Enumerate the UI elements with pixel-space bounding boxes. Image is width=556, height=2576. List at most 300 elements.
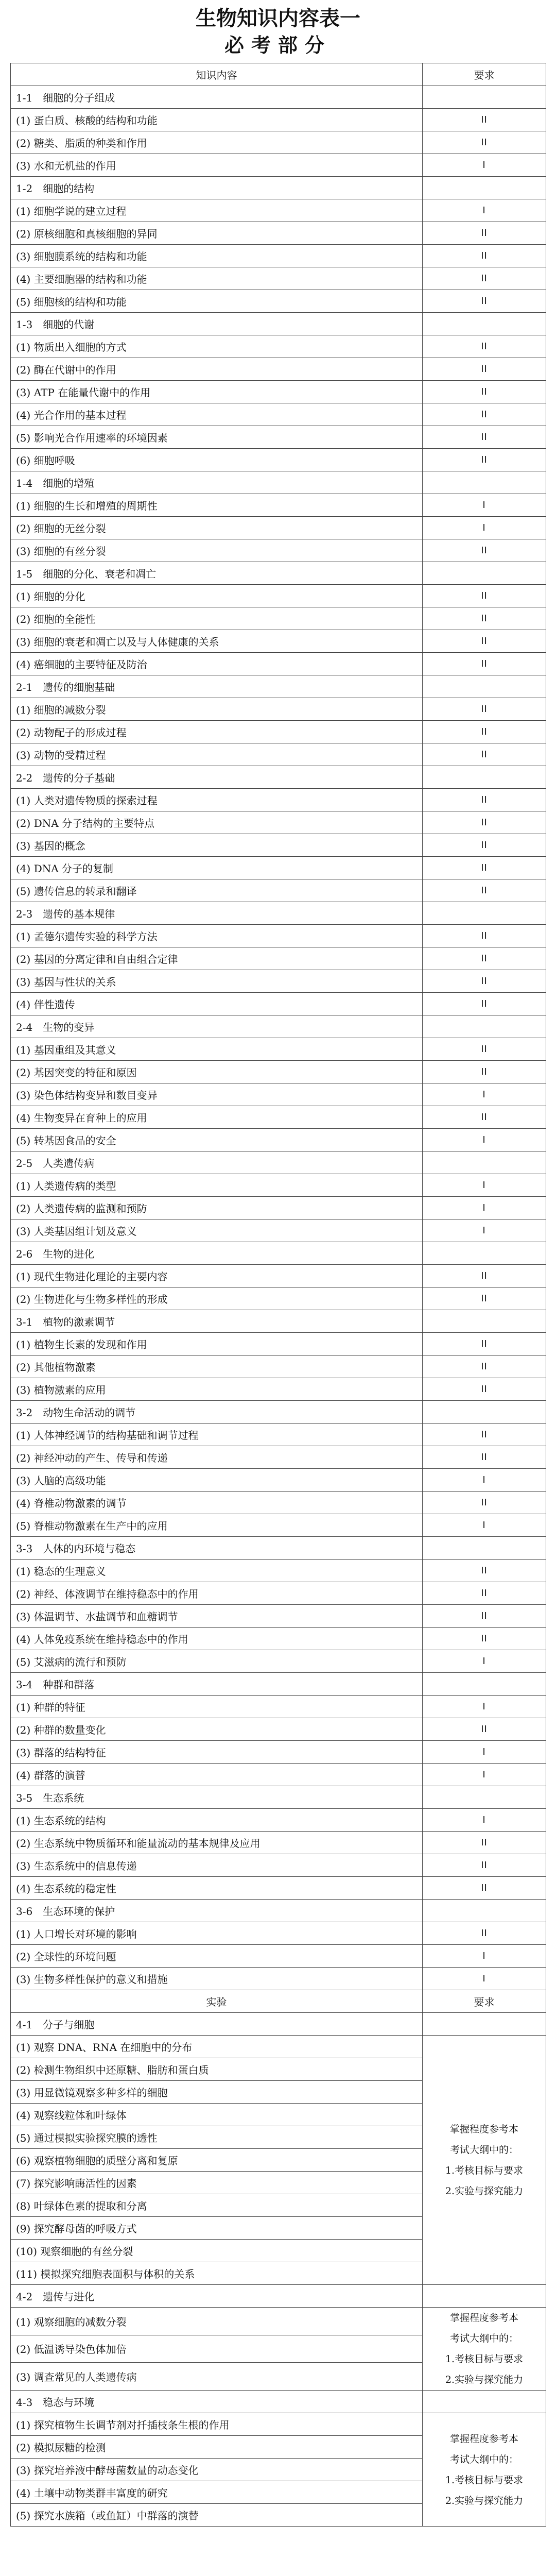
item-level: II <box>423 743 546 766</box>
table-row <box>11 1741 546 1764</box>
item-text: (2) 全球性的环境问题 <box>11 1945 423 1968</box>
requirement-line: 1.考核目标与要求 <box>445 2164 524 2176</box>
item-level: II <box>423 789 546 811</box>
requirement-line: 考试大纲中的： <box>449 2144 518 2156</box>
item-level: I <box>423 1083 546 1106</box>
experiment-group-requirement-empty <box>423 2013 546 2036</box>
item-level: II <box>423 539 546 562</box>
item-text: (1) 种群的特征 <box>11 1696 423 1718</box>
table-row <box>11 653 546 675</box>
table-row <box>11 1446 546 1469</box>
experiment-item-text: (1) 探究植物生长调节剂对扦插枝条生根的作用 <box>11 2413 423 2436</box>
experiment-table <box>10 1990 546 2527</box>
item-text: (3) 细胞膜系统的结构和功能 <box>11 245 423 267</box>
section-row <box>11 1015 546 1038</box>
item-text: (2) 生物进化与生物多样性的形成 <box>11 1287 423 1310</box>
section-label: 2-1 遗传的细胞基础 <box>11 675 423 698</box>
table-row <box>11 199 546 222</box>
item-text: (2) 基因的分离定律和自由组合定律 <box>11 947 423 970</box>
table-row <box>11 1628 546 1650</box>
item-level: II <box>423 1355 546 1378</box>
item-level: II <box>423 947 546 970</box>
item-level: II <box>423 358 546 381</box>
table-header-row <box>11 63 546 86</box>
item-text: (4) 主要细胞器的结构和功能 <box>11 267 423 290</box>
item-level: II <box>423 245 546 267</box>
table-row <box>11 1106 546 1129</box>
item-level: II <box>423 585 546 607</box>
document-subtitle: 必考部分 <box>224 34 332 57</box>
item-text: (4) 生物变异在育种上的应用 <box>11 1106 423 1129</box>
experiment-item-text: (2) 模拟尿糖的检测 <box>11 2436 423 2459</box>
section-row <box>11 766 546 789</box>
section-row <box>11 313 546 335</box>
item-text: (2) 神经、体液调节在维持稳态中的作用 <box>11 1582 423 1605</box>
experiment-group-row <box>11 2391 546 2413</box>
item-level: II <box>423 1106 546 1129</box>
table-row <box>11 789 546 811</box>
table-row <box>11 811 546 834</box>
experiment-item-text: (4) 观察线粒体和叶绿体 <box>11 2104 423 2126</box>
item-text: (1) 人体神经调节的结构基础和调节过程 <box>11 1423 423 1446</box>
item-text: (2) 细胞的无丝分裂 <box>11 517 423 539</box>
item-text: (1) 人类对遗传物质的探索过程 <box>11 789 423 811</box>
experiment-item-text: (3) 探究培养液中酵母菌数量的动态变化 <box>11 2459 423 2481</box>
table-row <box>11 1968 546 1990</box>
experiment-item-text: (8) 叶绿体色素的提取和分离 <box>11 2194 423 2217</box>
item-text: (2) 人类遗传病的监测和预防 <box>11 1197 423 1219</box>
table-row <box>11 1469 546 1492</box>
table-row <box>11 1333 546 1355</box>
header-requirement: 要求 <box>423 63 546 86</box>
item-level: I <box>423 1514 546 1537</box>
item-text: (3) 群落的结构特征 <box>11 1741 423 1764</box>
item-text: (4) DNA 分子的复制 <box>11 857 423 879</box>
item-level: II <box>423 1854 546 1877</box>
item-text: (4) 光合作用的基本过程 <box>11 403 423 426</box>
item-level: II <box>423 426 546 449</box>
item-text: (1) 细胞学说的建立过程 <box>11 199 423 222</box>
experiment-requirement-note <box>423 2036 546 2285</box>
item-text: (2) 其他植物激素 <box>11 1355 423 1378</box>
table-row <box>11 834 546 857</box>
section-row <box>11 675 546 698</box>
item-level: I <box>423 1764 546 1786</box>
item-text: (4) 生态系统的稳定性 <box>11 1877 423 1900</box>
experiment-group-row <box>11 2285 546 2308</box>
table-row <box>11 1083 546 1106</box>
item-text: (5) 脊椎动物激素在生产中的应用 <box>11 1514 423 1537</box>
item-text: (1) 蛋白质、核酸的结构和功能 <box>11 109 423 131</box>
experiment-item-text: (5) 通过模拟实验探究膜的透性 <box>11 2126 423 2149</box>
item-text: (5) 艾滋病的流行和预防 <box>11 1650 423 1673</box>
item-level: II <box>423 1560 546 1582</box>
item-level: I <box>423 1129 546 1151</box>
section-row <box>11 902 546 925</box>
table-row <box>11 1355 546 1378</box>
item-level: II <box>423 267 546 290</box>
table-row <box>11 403 546 426</box>
item-text: (1) 孟德尔遗传实验的科学方法 <box>11 925 423 947</box>
item-level: II <box>423 630 546 653</box>
table-row <box>11 607 546 630</box>
table-row <box>11 1514 546 1537</box>
table-row <box>11 381 546 403</box>
table-row <box>11 222 546 245</box>
item-level: I <box>423 1945 546 1968</box>
table-row <box>11 1197 546 1219</box>
header-content: 知识内容 <box>11 63 423 86</box>
item-level: II <box>423 131 546 154</box>
item-level: I <box>423 1174 546 1197</box>
item-level: II <box>423 1877 546 1900</box>
item-text: (3) 人类基因组计划及意义 <box>11 1219 423 1242</box>
item-level: II <box>423 1718 546 1741</box>
experiment-group-label: 4-2 遗传与进化 <box>11 2285 423 2308</box>
requirement-line: 2.实验与探究能力 <box>445 2374 524 2385</box>
experiment-item-text: (5) 探究水族箱（或鱼缸）中群落的演替 <box>11 2504 423 2527</box>
experiment-requirement-note <box>423 2413 546 2527</box>
table-row <box>11 245 546 267</box>
section-requirement-empty <box>423 1401 546 1423</box>
experiment-item-text: (1) 观察 DNA、RNA 在细胞中的分布 <box>11 2036 423 2058</box>
table-row <box>11 879 546 902</box>
item-level: II <box>423 290 546 313</box>
table-row <box>11 1038 546 1061</box>
item-text: (4) 脊椎动物激素的调节 <box>11 1492 423 1514</box>
section-row <box>11 177 546 199</box>
section-label: 3-5 生态系统 <box>11 1786 423 1809</box>
table-row <box>11 1764 546 1786</box>
item-level: II <box>423 222 546 245</box>
table-row <box>11 1696 546 1718</box>
item-text: (2) 生态系统中物质循环和能量流动的基本规律及应用 <box>11 1832 423 1854</box>
experiment-item-text: (9) 探究酵母菌的呼吸方式 <box>11 2217 423 2240</box>
table-row <box>11 539 546 562</box>
section-label: 3-2 动物生命活动的调节 <box>11 1401 423 1423</box>
experiment-group-requirement-empty <box>423 2391 546 2413</box>
table-row <box>11 1832 546 1854</box>
table-row <box>11 1605 546 1628</box>
table-row <box>11 1378 546 1401</box>
item-text: (5) 影响光合作用速率的环境因素 <box>11 426 423 449</box>
section-row <box>11 562 546 585</box>
item-text: (4) 癌细胞的主要特征及防治 <box>11 653 423 675</box>
item-text: (2) 动物配子的形成过程 <box>11 721 423 743</box>
item-level: I <box>423 494 546 517</box>
item-text: (4) 伴性遗传 <box>11 993 423 1015</box>
item-level: II <box>423 1628 546 1650</box>
section-label: 2-6 生物的进化 <box>11 1242 423 1265</box>
section-label: 3-4 种群和群落 <box>11 1673 423 1696</box>
item-level: II <box>423 857 546 879</box>
section-row <box>11 1786 546 1809</box>
section-row <box>11 1900 546 1922</box>
table-row <box>11 267 546 290</box>
section-label: 1-2 细胞的结构 <box>11 177 423 199</box>
knowledge-table <box>10 63 546 1990</box>
table-row <box>11 1922 546 1945</box>
section-label: 2-4 生物的变异 <box>11 1015 423 1038</box>
requirement-line: 掌握程度参考本 <box>449 2433 518 2445</box>
item-text: (2) 基因突变的特征和原因 <box>11 1061 423 1083</box>
item-text: (3) 生态系统中的信息传递 <box>11 1854 423 1877</box>
item-level: I <box>423 1197 546 1219</box>
item-text: (3) 水和无机盐的作用 <box>11 154 423 177</box>
table-row <box>11 1219 546 1242</box>
item-text: (3) 染色体结构变异和数目变异 <box>11 1083 423 1106</box>
item-level: II <box>423 653 546 675</box>
item-text: (3) 人脑的高级功能 <box>11 1469 423 1492</box>
item-level: II <box>423 449 546 471</box>
item-text: (3) 植物激素的应用 <box>11 1378 423 1401</box>
section-row <box>11 1673 546 1696</box>
document-title: 生物知识内容表一 <box>196 7 360 30</box>
table-row <box>11 1809 546 1832</box>
table-row <box>11 449 546 471</box>
item-text: (5) 转基因食品的安全 <box>11 1129 423 1151</box>
section-requirement-empty <box>423 675 546 698</box>
item-level: II <box>423 970 546 993</box>
experiment-group-row <box>11 2013 546 2036</box>
item-text: (1) 基因重组及其意义 <box>11 1038 423 1061</box>
table-row <box>11 970 546 993</box>
item-text: (3) 基因与性状的关系 <box>11 970 423 993</box>
requirement-line: 1.考核目标与要求 <box>445 2353 524 2365</box>
table-row <box>11 1582 546 1605</box>
item-level: II <box>423 109 546 131</box>
item-text: (1) 物质出入细胞的方式 <box>11 335 423 358</box>
item-level: II <box>423 1582 546 1605</box>
section-requirement-empty <box>423 1900 546 1922</box>
item-level: II <box>423 1832 546 1854</box>
item-text: (1) 细胞的分化 <box>11 585 423 607</box>
table-row <box>11 993 546 1015</box>
item-text: (3) 动物的受精过程 <box>11 743 423 766</box>
table-row <box>11 1650 546 1673</box>
section-label: 2-2 遗传的分子基础 <box>11 766 423 789</box>
section-label: 3-3 人体的内环境与稳态 <box>11 1537 423 1560</box>
section-requirement-empty <box>423 1786 546 1809</box>
experiment-item-text: (3) 用显微镜观察多种多样的细胞 <box>11 2081 423 2104</box>
table-row <box>11 1492 546 1514</box>
item-level: II <box>423 1038 546 1061</box>
item-text: (6) 细胞呼吸 <box>11 449 423 471</box>
item-text: (1) 人口增长对环境的影响 <box>11 1922 423 1945</box>
section-requirement-empty <box>423 902 546 925</box>
item-text: (1) 细胞的减数分裂 <box>11 698 423 721</box>
item-level: II <box>423 1492 546 1514</box>
section-label: 2-5 人类遗传病 <box>11 1151 423 1174</box>
item-level: II <box>423 993 546 1015</box>
table-row <box>11 1945 546 1968</box>
requirement-line: 掌握程度参考本 <box>449 2123 518 2135</box>
item-text: (1) 植物生长素的发现和作用 <box>11 1333 423 1355</box>
item-level: I <box>423 1650 546 1673</box>
section-requirement-empty <box>423 177 546 199</box>
item-level: II <box>423 1265 546 1287</box>
section-label: 3-1 植物的激素调节 <box>11 1310 423 1333</box>
item-level: II <box>423 721 546 743</box>
experiment-item-text: (2) 检测生物组织中还原糖、脂肪和蛋白质 <box>11 2058 423 2081</box>
item-level: II <box>423 1922 546 1945</box>
item-level: II <box>423 1287 546 1310</box>
item-level: II <box>423 1061 546 1083</box>
table-row <box>11 1854 546 1877</box>
section-requirement-empty <box>423 1242 546 1265</box>
item-text: (1) 人类遗传病的类型 <box>11 1174 423 1197</box>
section-requirement-empty <box>423 86 546 109</box>
item-text: (2) 原核细胞和真核细胞的异同 <box>11 222 423 245</box>
experiment-item-text: (2) 低温诱导染色体加倍 <box>11 2335 423 2363</box>
item-text: (3) 细胞的衰老和凋亡以及与人体健康的关系 <box>11 630 423 653</box>
item-text: (3) ATP 在能量代谢中的作用 <box>11 381 423 403</box>
table-row <box>11 1265 546 1287</box>
table-row <box>11 698 546 721</box>
section-row <box>11 1310 546 1333</box>
item-text: (2) 酶在代谢中的作用 <box>11 358 423 381</box>
item-text: (3) 基因的概念 <box>11 834 423 857</box>
table-row <box>11 1877 546 1900</box>
section-requirement-empty <box>423 1673 546 1696</box>
experiment-header-requirement: 要求 <box>423 1990 546 2013</box>
requirement-line: 掌握程度参考本 <box>449 2312 518 2324</box>
table-row <box>11 1174 546 1197</box>
experiment-group-label: 4-1 分子与细胞 <box>11 2013 423 2036</box>
item-level: II <box>423 834 546 857</box>
experiment-body <box>11 1990 546 2527</box>
table-row <box>11 1287 546 1310</box>
item-level: I <box>423 517 546 539</box>
section-requirement-empty <box>423 766 546 789</box>
knowledge-body <box>11 86 546 1990</box>
section-label: 1-4 细胞的增殖 <box>11 471 423 494</box>
item-text: (5) 细胞核的结构和功能 <box>11 290 423 313</box>
table-row <box>11 290 546 313</box>
item-level: II <box>423 335 546 358</box>
item-text: (3) 生物多样性保护的意义和措施 <box>11 1968 423 1990</box>
section-label: 3-6 生态环境的保护 <box>11 1900 423 1922</box>
item-level: II <box>423 1333 546 1355</box>
section-requirement-empty <box>423 562 546 585</box>
item-level: II <box>423 925 546 947</box>
requirement-line: 考试大纲中的： <box>449 2453 518 2465</box>
table-row <box>11 1061 546 1083</box>
item-text: (3) 细胞的有丝分裂 <box>11 539 423 562</box>
item-level: I <box>423 1741 546 1764</box>
experiment-requirement-note <box>423 2308 546 2391</box>
item-level: I <box>423 1968 546 1990</box>
item-text: (2) 种群的数量变化 <box>11 1718 423 1741</box>
table-row <box>11 1560 546 1582</box>
table-row <box>11 743 546 766</box>
item-level: II <box>423 403 546 426</box>
section-requirement-empty <box>423 471 546 494</box>
table-row <box>11 1423 546 1446</box>
experiment-row <box>11 2036 546 2058</box>
item-level: II <box>423 607 546 630</box>
table-row <box>11 1129 546 1151</box>
table-row <box>11 517 546 539</box>
section-label: 1-3 细胞的代谢 <box>11 313 423 335</box>
item-level: II <box>423 1423 546 1446</box>
item-level: II <box>423 698 546 721</box>
experiment-item-text: (6) 观察植物细胞的质壁分离和复原 <box>11 2149 423 2172</box>
item-level: I <box>423 199 546 222</box>
requirement-line: 1.考核目标与要求 <box>445 2474 524 2486</box>
item-level: II <box>423 879 546 902</box>
section-label: 1-1 细胞的分子组成 <box>11 86 423 109</box>
table-row <box>11 947 546 970</box>
table-row <box>11 358 546 381</box>
section-row <box>11 1242 546 1265</box>
section-row <box>11 1537 546 1560</box>
item-text: (1) 细胞的生长和增殖的周期性 <box>11 494 423 517</box>
section-row <box>11 1401 546 1423</box>
item-text: (1) 稳态的生理意义 <box>11 1560 423 1582</box>
item-text: (4) 人体免疫系统在维持稳态中的作用 <box>11 1628 423 1650</box>
section-row <box>11 86 546 109</box>
section-label: 1-5 细胞的分化、衰老和凋亡 <box>11 562 423 585</box>
item-level: II <box>423 811 546 834</box>
experiment-item-text: (7) 探究影响酶活性的因素 <box>11 2172 423 2194</box>
item-text: (4) 群落的演替 <box>11 1764 423 1786</box>
table-row <box>11 426 546 449</box>
experiment-row <box>11 2413 546 2436</box>
item-level: II <box>423 381 546 403</box>
item-text: (5) 遗传信息的转录和翻译 <box>11 879 423 902</box>
section-requirement-empty <box>423 1151 546 1174</box>
table-row <box>11 585 546 607</box>
experiment-item-text: (4) 土壤中动物类群丰富度的研究 <box>11 2481 423 2504</box>
experiment-group-label: 4-3 稳态与环境 <box>11 2391 423 2413</box>
table-row <box>11 1718 546 1741</box>
table-row <box>11 925 546 947</box>
item-text: (2) 神经冲动的产生、传导和传递 <box>11 1446 423 1469</box>
section-row <box>11 1151 546 1174</box>
item-text: (2) 细胞的全能性 <box>11 607 423 630</box>
table-row <box>11 494 546 517</box>
section-requirement-empty <box>423 313 546 335</box>
table-row <box>11 154 546 177</box>
table-row <box>11 335 546 358</box>
table-row <box>11 630 546 653</box>
section-row <box>11 471 546 494</box>
table-row <box>11 131 546 154</box>
table-row <box>11 721 546 743</box>
section-requirement-empty <box>423 1310 546 1333</box>
item-level: II <box>423 1446 546 1469</box>
item-level: I <box>423 154 546 177</box>
item-level: I <box>423 1219 546 1242</box>
experiment-item-text: (11) 模拟探究细胞表面积与体积的关系 <box>11 2262 423 2285</box>
experiment-item-text: (3) 调查常见的人类遗传病 <box>11 2363 423 2391</box>
section-requirement-empty <box>423 1015 546 1038</box>
experiment-header-row <box>11 1990 546 2013</box>
item-text: (2) DNA 分子结构的主要特点 <box>11 811 423 834</box>
item-level: I <box>423 1469 546 1492</box>
experiment-item-text: (1) 观察细胞的减数分裂 <box>11 2308 423 2335</box>
experiment-group-requirement-empty <box>423 2285 546 2308</box>
item-text: (1) 现代生物进化理论的主要内容 <box>11 1265 423 1287</box>
section-label: 2-3 遗传的基本规律 <box>11 902 423 925</box>
item-text: (1) 生态系统的结构 <box>11 1809 423 1832</box>
requirement-line: 2.实验与探究能力 <box>445 2495 524 2506</box>
section-requirement-empty <box>423 1537 546 1560</box>
requirement-line: 2.实验与探究能力 <box>445 2185 524 2197</box>
item-level: I <box>423 1696 546 1718</box>
item-level: II <box>423 1378 546 1401</box>
